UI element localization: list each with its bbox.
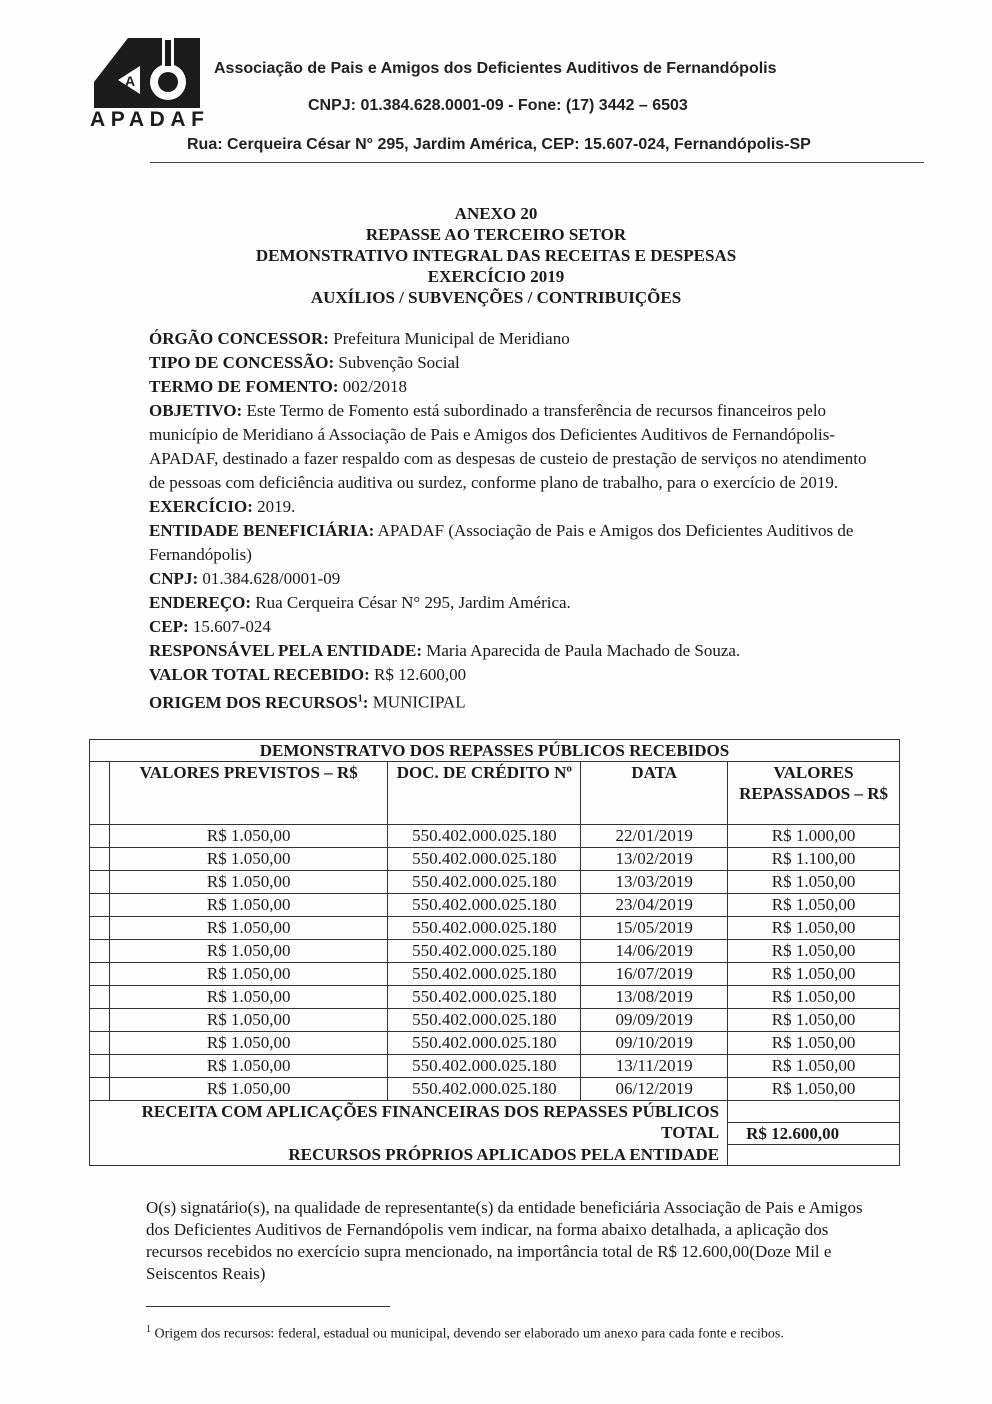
table-title: DEMONSTRATVO DOS REPASSES PÚBLICOS RECEBIDOS — [90, 740, 900, 762]
footnote-divider — [146, 1306, 390, 1307]
cell-doc-credito: 550.402.000.025.180 — [388, 1032, 581, 1055]
footnote-mark: 1 — [146, 1324, 151, 1335]
field-exercicio: EXERCÍCIO: 2019. — [149, 497, 296, 516]
cell-data: 13/08/2019 — [581, 986, 728, 1009]
header-divider — [150, 162, 924, 163]
table-row — [90, 894, 900, 917]
cell-valor-previsto: R$ 1.050,00 — [109, 848, 387, 871]
cell-valor-repassado: R$ 1.050,00 — [728, 1078, 900, 1101]
cell-valor-previsto: R$ 1.050,00 — [109, 986, 387, 1009]
field-origem: ORIGEM DOS RECURSOS$^1$: MUNICIPAL — [149, 692, 466, 712]
cell-valor-repassado: R$ 1.050,00 — [728, 871, 900, 894]
total-value: R$ 12.600,00 — [728, 1122, 900, 1144]
title-auxilios: AUXÍLIOS / SUBVENÇÕES / CONTRIBUIÇÕES — [310, 288, 682, 307]
cell-valor-repassado: R$ 1.100,00 — [728, 848, 900, 871]
signatory-paragraph: O(s) signatário(s), na qualidade de representante(s) da entidade beneficiária Associação de Pais e Amigos dos Deficientes Auditivos de Fernandópolis vem indicar, na forma abaixo detalhada, a aplicação dos recursos recebidos no exercício supra mencionado, na importância total de R$ 12.600,00(Doze Mil e Seiscentos Reais) — [146, 1198, 863, 1283]
cell-valor-repassado: R$ 1.050,00 — [728, 940, 900, 963]
title-anexo: ANEXO 20 — [454, 204, 538, 223]
cell-data: 22/01/2019 — [581, 825, 728, 848]
field-termo: TERMO DE FOMENTO: 002/2018 — [149, 377, 408, 396]
title-repasse: REPASSE AO TERCEIRO SETOR — [365, 225, 627, 244]
table-row — [90, 986, 900, 1009]
footnote-text: Origem dos recursos: federal, estadual ou municipal, devendo ser elaborado um anexo para cada fonte e recibos. — [151, 1326, 784, 1342]
repasses-table — [89, 739, 900, 1166]
table-row — [90, 825, 900, 848]
cell-valor-previsto: R$ 1.050,00 — [109, 1078, 387, 1101]
cell-valor-repassado: R$ 1.050,00 — [728, 917, 900, 940]
cell-valor-repassado: R$ 1.050,00 — [728, 1055, 900, 1078]
table-row — [90, 1032, 900, 1055]
table-row — [90, 963, 900, 986]
field-cep: CEP: 15.607-024 — [149, 617, 271, 636]
total-label: TOTAL — [90, 1122, 728, 1144]
col-header-data: DATA — [581, 762, 728, 825]
field-valor-total: VALOR TOTAL RECEBIDO: R$ 12.600,00 — [149, 665, 467, 684]
cell-doc-credito: 550.402.000.025.180 — [388, 1009, 581, 1032]
field-responsavel: RESPONSÁVEL PELA ENTIDADE: Maria Aparecida de Paula Machado de Souza. — [149, 641, 741, 660]
cell-valor-repassado: R$ 1.050,00 — [728, 1032, 900, 1055]
cell-doc-credito: 550.402.000.025.180 — [388, 825, 581, 848]
table-row — [90, 1078, 900, 1101]
cell-doc-credito: 550.402.000.025.180 — [388, 848, 581, 871]
footnote — [146, 1320, 866, 1345]
cell-data: 16/07/2019 — [581, 963, 728, 986]
cell-valor-previsto: R$ 1.050,00 — [109, 1032, 387, 1055]
cell-doc-credito: 550.402.000.025.180 — [388, 894, 581, 917]
title-demonstrativo: DEMONSTRATIVO INTEGRAL DAS RECEITAS E DESPESAS — [255, 246, 737, 265]
org-cnpj-phone: CNPJ: 01.384.628.0001-09 - Fone: (17) 3442 – 6503 — [308, 97, 688, 114]
cell-data: 06/12/2019 — [581, 1078, 728, 1101]
cell-valor-repassado: R$ 1.050,00 — [728, 894, 900, 917]
table-row — [90, 940, 900, 963]
cell-valor-previsto: R$ 1.050,00 — [109, 963, 387, 986]
cell-valor-repassado: R$ 1.050,00 — [728, 963, 900, 986]
table-row — [90, 848, 900, 871]
cell-doc-credito: 550.402.000.025.180 — [388, 963, 581, 986]
cell-data: 14/06/2019 — [581, 940, 728, 963]
field-tipo: TIPO DE CONCESSÃO: Subvenção Social — [149, 353, 460, 372]
document-fields — [149, 327, 869, 715]
table-row — [90, 1055, 900, 1078]
document-titles — [0, 203, 992, 308]
cell-doc-credito: 550.402.000.025.180 — [388, 986, 581, 1009]
cell-valor-previsto: R$ 1.050,00 — [109, 825, 387, 848]
cell-valor-previsto: R$ 1.050,00 — [109, 1055, 387, 1078]
cell-doc-credito: 550.402.000.025.180 — [388, 871, 581, 894]
org-address: Rua: Cerqueira César N° 295, Jardim América, CEP: 15.607-024, Fernandópolis-SP — [187, 136, 811, 153]
cell-valor-previsto: R$ 1.050,00 — [109, 871, 387, 894]
cell-valor-repassado: R$ 1.050,00 — [728, 1009, 900, 1032]
svg-text:A: A — [125, 73, 136, 89]
title-exercicio: EXERCÍCIO 2019 — [427, 267, 565, 286]
logo-text: APADAF — [90, 108, 204, 128]
org-name: Associação de Pais e Amigos dos Deficientes Auditivos de Fernandópolis — [214, 60, 777, 77]
cell-data: 13/02/2019 — [581, 848, 728, 871]
field-entidade: ENTIDADE BENEFICIÁRIA: APADAF (Associação de Pais e Amigos dos Deficientes Auditivos de Fernandópolis) — [149, 521, 854, 564]
cell-doc-credito: 550.402.000.025.180 — [388, 1055, 581, 1078]
cell-valor-previsto: R$ 1.050,00 — [109, 917, 387, 940]
field-objetivo: OBJETIVO: Este Termo de Fomento está subordinado a transferência de recursos financeiros pelo município de Meridiano á Associação de Pais e Amigos dos Deficientes Auditivos de Fernandópolis-APADAF, destinado a fazer respaldo com as despesas de custeio de prestação de serviços no atendimento de pessoas com deficiência auditiva ou surdez, conforme plano de trabalho, para o exercício de 2019. — [149, 401, 867, 492]
footnote-ref: 1 — [357, 693, 363, 704]
cell-data: 13/03/2019 — [581, 871, 728, 894]
field-endereco: ENDEREÇO: Rua Cerqueira César N° 295, Jardim América. — [149, 593, 571, 612]
recursos-proprios-label: RECURSOS PRÓPRIOS APLICADOS PELA ENTIDADE — [90, 1144, 728, 1166]
cell-valor-repassado: R$ 1.000,00 — [728, 825, 900, 848]
cell-data: 09/10/2019 — [581, 1032, 728, 1055]
cell-valor-previsto: R$ 1.050,00 — [109, 940, 387, 963]
field-orgao: ÓRGÃO CONCESSOR: Prefeitura Municipal de Meridiano — [149, 329, 570, 348]
col-header-valores-repassados: VALORES REPASSADOS – R$ — [728, 762, 900, 825]
col-header-doc-credito: DOC. DE CRÉDITO Nº — [388, 762, 581, 825]
cell-valor-repassado: R$ 1.050,00 — [728, 986, 900, 1009]
table-row — [90, 917, 900, 940]
field-cnpj: CNPJ: 01.384.628/0001-09 — [149, 569, 341, 588]
apadaf-logo — [88, 30, 206, 128]
cell-doc-credito: 550.402.000.025.180 — [388, 940, 581, 963]
table-row — [90, 871, 900, 894]
cell-doc-credito: 550.402.000.025.180 — [388, 1078, 581, 1101]
cell-data: 15/05/2019 — [581, 917, 728, 940]
cell-doc-credito: 550.402.000.025.180 — [388, 917, 581, 940]
cell-data: 13/11/2019 — [581, 1055, 728, 1078]
table-row — [90, 1009, 900, 1032]
cell-data: 09/09/2019 — [581, 1009, 728, 1032]
receita-aplicacoes-label: RECEITA COM APLICAÇÕES FINANCEIRAS DOS REPASSES PÚBLICOS — [90, 1101, 728, 1123]
col-header-valores-previstos: VALORES PREVISTOS – R$ — [109, 762, 387, 825]
cell-valor-previsto: R$ 1.050,00 — [109, 894, 387, 917]
cell-valor-previsto: R$ 1.050,00 — [109, 1009, 387, 1032]
cell-data: 23/04/2019 — [581, 894, 728, 917]
